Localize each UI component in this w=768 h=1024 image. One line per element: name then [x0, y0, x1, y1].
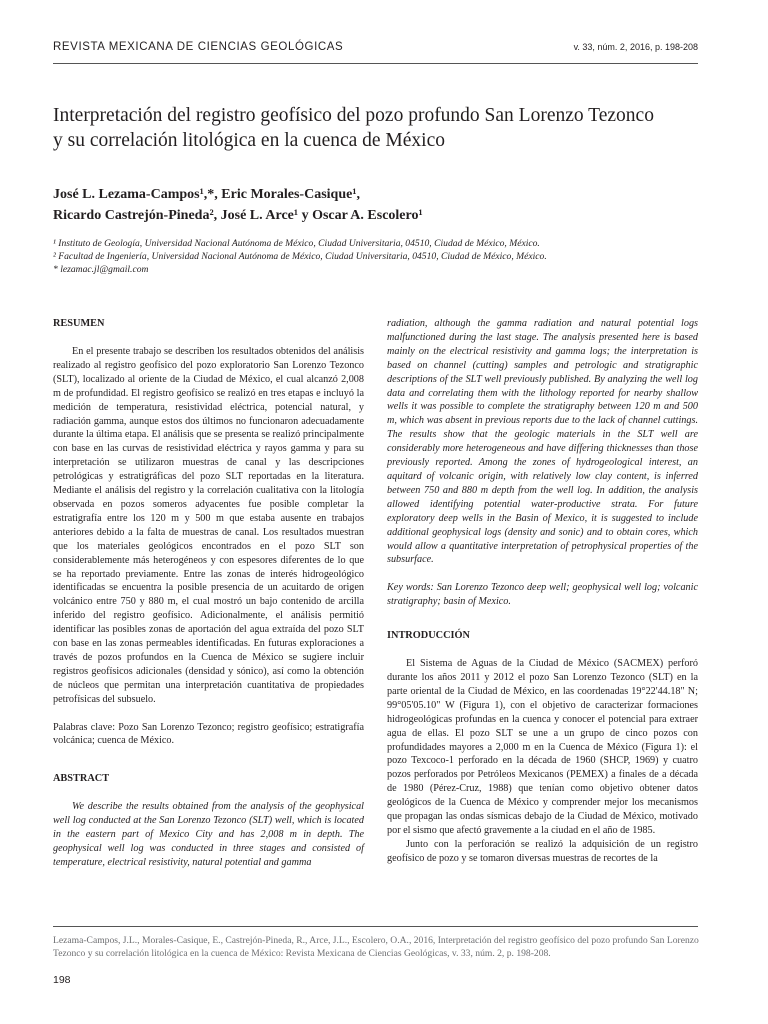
title-line-2: y su correlación litológica en la cuenca de México: [53, 130, 445, 151]
citation-footer: Lezama-Campos, J.L., Morales-Casique, E., Castrejón-Pineda, R., Arce, J.L., Escolero, O.A., 2016, Interpretación del registro geofísico del pozo profundo San Lorenzo Tezonco y su correlación litológica en la cuenca de México: Revista Mexicana de Ciencias Geológicas, v. 33, núm. 2, p. 198-208.: [53, 935, 699, 959]
introduccion-paragraph-1: El Sistema de Aguas de la Ciudad de México (SACMEX) perforó durante los años 2011 y 2012 el pozo San Lorenzo Tezonco (SLT) en la parte oriental de la Ciudad de México, en las coordenadas 19°22'44.18" N; 99°05'05.10" W (Figura 1), con el objetivo de caracterizar formaciones hidrogeológicas profundas en la cuenca y conocer el potencial para extraer agua de ellas. El pozo SLT se une a un grupo de cinco pozos con profundidades mayores a 2,000 m en la Cuenca de México (Figura 1): el pozo Texcoco-1 perforado en la década de 1960 (SHCP, 1969) y cuatro pozos perforados por Petróleos Mexicanos (PEMEX) a finales de a década de 1980 (Pérez-Cruz, 1988) que tenían como objetivo obtener datos geológicos de la Cuenca de México y comprender mejor los mecanismos que propagan las ondas sísmicas debajo de la Ciudad de México, motivado por el sismo que afectó gravemente a la ciudad en el año de 1985.: [387, 658, 698, 836]
abstract-body-start: We describe the results obtained from the analysis of the geophysical well log conducted at the San Lorenzo Tezonco (SLT) well, which is located in the eastern part of Mexico City and has 2,008 m in depth. The geophysical well log was conducted in three stages and consisted of temperature, electrical resistivity, natural potential and gamma: [53, 801, 364, 868]
issue-citation: v. 33, núm. 2, 2016, p. 198-208: [573, 42, 698, 52]
page-number: 198: [53, 974, 71, 986]
affiliation-2: ² Facultad de Ingeniería, Universidad Nacional Autónoma de México, Ciudad Universitaria, 04510, Ciudad de México, México.: [53, 251, 547, 262]
article-title: [53, 103, 713, 153]
right-column: [387, 317, 698, 866]
resumen-heading: RESUMEN: [53, 318, 105, 329]
journal-name: REVISTA MEXICANA DE CIENCIAS GEOLÓGICAS: [53, 41, 344, 53]
affiliation-1: ¹ Instituto de Geología, Universidad Nacional Autónoma de México, Ciudad Universitaria, 04510, Ciudad de México, México.: [53, 238, 540, 249]
resumen-body: En el presente trabajo se describen los resultados obtenidos del análisis realizado al registro geofísico del pozo exploratorio San Lorenzo Tezonco (SLT), localizado al oriente de la Ciudad de México, el cual alcanzó 2,008 m de profundidad. El registro geofísico se realizó en tres etapas e incluyó la medición de temperatura, resistividad eléctrica, potencial natural, y radiación gamma, aunque estos dos últimos no funcionaron adecuadamente durante la última etapa. El análisis que se presenta se realizó principalmente con base en las curvas de resistividad eléctrica y rayos gamma y para su interpretación se utilizaron muestras de canal y las descripciones petrológicas y estratigráficas del pozo SLT reportadas en la literatura. Mediante el análisis del registro y la correlación cualitativa con la litología observada en pozos someros adyacentes fue posible completar la estratigrafía entre los 120 m y 500 m que estaba ausente en trabajos anteriores debido a la falta de muestras de canal. Los resultados muestran que los materiales geológicos encontrados en el pozo SLT son considerablemente más heterogéneos y con espesores diferentes de lo que se ha reportado previamente. Entre las zonas de interés hidrogeológico identificadas se encuentra la posible presencia de un acuitardo de origen volcánico entre 750 y 880 m, el cual mostró un bajo contenido de arcilla inferido del registro geofísico. Adicionalmente, el análisis permitió identificar las posibles zonas de aportación del agua extraída del pozo SLT con base en las zonas permeables identificadas. En futuras exploraciones a través de pozos profundos en la Cuenca de México se sugiere incluir registros geofísicos adicionales (densidad y sónico), así como la obtención de núcleos que permitan una interpretación cuantitativa de propiedades petrofísicas del subsuelo.: [53, 346, 364, 705]
abstract-heading: ABSTRACT: [53, 773, 110, 785]
running-header: [53, 41, 698, 55]
authors-line-1: José L. Lezama-Campos¹,*, Eric Morales-Casique¹,: [53, 187, 361, 202]
footer-rule: [53, 926, 698, 927]
title-line-1: Interpretación del registro geofísico del pozo profundo San Lorenzo Tezonco: [53, 105, 654, 126]
abstract-body-continued: radiation, although the gamma radiation and natural potential logs malfunctioned during the last stage. The analysis presented here is based mainly on the electrical resistivity and gamma logs; the interpretation is based on channel (cutting) samples and petrologic and stratigraphic descriptions of the SLT well previously published. By analyzing the well log data and correlating them with the lithology reported for nearby shallow wells it was possible to complete the stratigraphy between 120 m and 500 m, which was absent in previous reports due to the lack of channel cuttings. The results show that the geologic materials in the SLT well are considerably more heterogeneous and have differing thicknesses than those previously reported. Among the zones of hydrogeological interest, an aquitard of volcanic origin, with relatively low clay content, is inferred between 750 and 880 m depth from the well log. In addition, the analysis allowed identifying potential water-productive strata. For future exploratory deep wells in the Basin of Mexico, it is suggested to include additional geophysical logs (density and sonic) and to obtain cores, which would allow a quantitative interpretation of petrophysical properties of the subsurface.: [387, 318, 698, 566]
author-list: [53, 184, 713, 226]
abstract-keywords: Key words: San Lorenzo Tezonco deep well; geophysical well log; volcanic stratigraphy; basin of Mexico.: [387, 582, 698, 608]
left-column: [53, 317, 364, 870]
authors-line-2: Ricardo Castrejón-Pineda², José L. Arce¹ y Oscar A. Escolero¹: [53, 208, 423, 223]
affiliations: [53, 237, 713, 276]
introduccion-heading: INTRODUCCIÓN: [387, 630, 470, 642]
introduccion-paragraph-2: Junto con la perforación se realizó la adquisición de un registro geofísico de pozo y se tomaron diversas muestras de recortes de la: [387, 838, 698, 864]
header-rule: [53, 63, 698, 64]
resumen-keywords: Palabras clave: Pozo San Lorenzo Tezonco; registro geofísico; estratigrafía volcánica; cuenca de México.: [53, 721, 364, 747]
corresponding-email: * lezamac.jl@gmail.com: [53, 264, 149, 275]
